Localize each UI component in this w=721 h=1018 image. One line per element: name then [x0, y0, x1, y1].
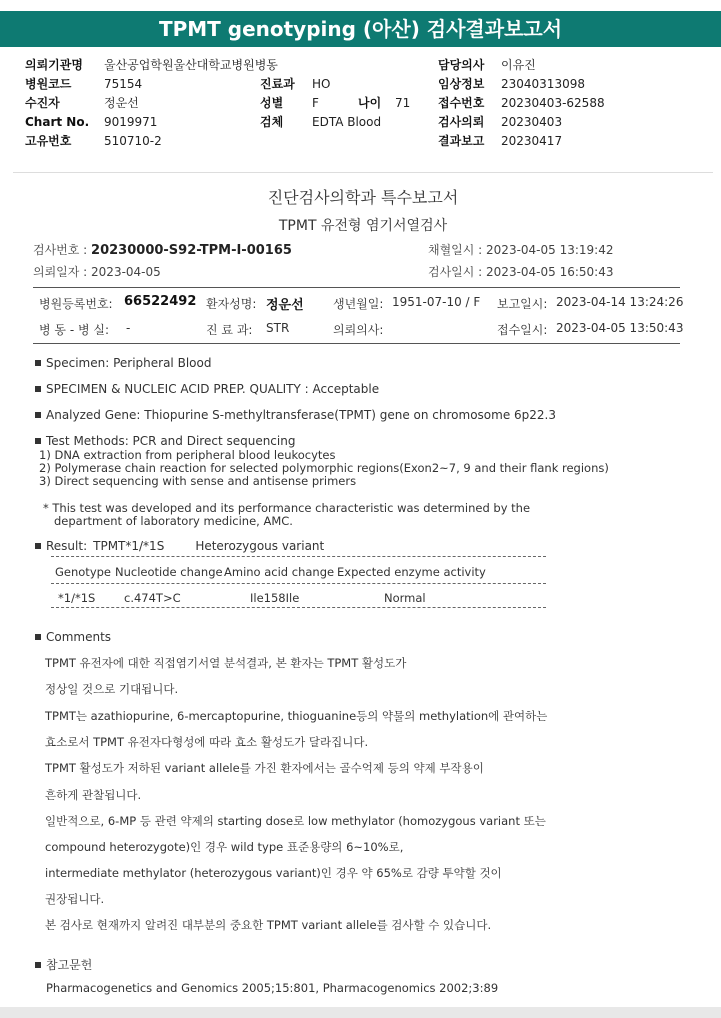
- reg-label: 병원등록번호:: [39, 297, 113, 311]
- dob-label: 생년월일:: [333, 297, 384, 311]
- bullet-square-icon: [35, 360, 41, 366]
- value-age: 71: [395, 96, 411, 110]
- label-specimen: 검체: [260, 115, 284, 129]
- table-cell-amino-acid: Ile158Ile: [250, 591, 300, 605]
- label-dept: 진료과: [260, 77, 295, 91]
- result-line: [35, 539, 324, 553]
- dept-value: STR: [266, 321, 290, 335]
- label-result-report: 결과보고: [438, 134, 485, 148]
- bullet-square-icon: [35, 634, 41, 640]
- value-sex: F: [312, 96, 319, 110]
- quality-line: [35, 382, 379, 396]
- report-date-value: 2023-04-14 13:24:26: [556, 295, 684, 309]
- comment-line: TPMT 활성도가 저하된 variant allele를 가진 환자에서는 골수억제 등의 약제 부작용이: [45, 761, 484, 775]
- specimen-line: [35, 356, 211, 370]
- value-specimen: EDTA Blood: [312, 115, 382, 129]
- header-col3: [438, 56, 605, 151]
- value-clinical-info: 23040313098: [501, 77, 585, 91]
- comment-line: intermediate methylator (heterozygous variant)인 경우 약 65%로 감량 투약할 것이: [45, 866, 502, 880]
- references-text: Pharmacogenetics and Genomics 2005;15:801, Pharmacogenomics 2002;3:89: [46, 981, 499, 995]
- bullet-square-icon: [35, 543, 41, 549]
- comment-line: compound heterozygote)인 경우 wild type 표준용량의 6~10%로,: [45, 840, 404, 854]
- comment-line: TPMT 유전자에 대한 직접염기서열 분석결과, 본 환자는 TPMT 활성도가: [45, 656, 407, 670]
- value-result-report: 20230417: [501, 134, 563, 148]
- table-divider: [51, 607, 546, 608]
- comments-heading: [35, 630, 111, 644]
- comment-line: TPMT는 azathiopurine, 6-mercaptopurine, thioguanine등의 약물의 methylation에 관여하는: [45, 709, 548, 723]
- special-report: [13, 172, 713, 1008]
- label-unique-no: 고유번호: [25, 134, 72, 148]
- patient-name-label: 환자성명:: [206, 297, 257, 311]
- report-date-label: 보고일시:: [497, 297, 548, 311]
- value-request: 20230403: [501, 115, 563, 129]
- report-title-1: 진단검사의학과 특수보고서: [267, 188, 459, 207]
- reg-value: 66522492: [124, 294, 197, 309]
- method-item: 1) DNA extraction from peripheral blood leukocytes: [39, 448, 336, 462]
- report-title-2: TPMT 유전형 염기서열검사: [278, 218, 448, 234]
- label-request: 검사의뢰: [438, 115, 485, 129]
- value-doctor: 이유진: [501, 58, 536, 72]
- comment-line: 권장됩니다.: [45, 892, 105, 906]
- value-institution: 울산공업학원울산대학교병원병동: [104, 58, 278, 72]
- patient-name-value: 정운선: [266, 298, 304, 313]
- methods-line: [35, 434, 295, 448]
- label-institution: 의뢰기관명: [25, 58, 83, 72]
- table-cell-nucleotide: c.474T>C: [124, 591, 181, 605]
- dept-label: 진 료 과:: [206, 323, 253, 337]
- comment-line: 본 검사로 현재까지 알려진 대부분의 중요한 TPMT variant allele를 검사할 수 있습니다.: [45, 918, 492, 932]
- ward-value: -: [126, 321, 131, 335]
- comment-line: 정상일 것으로 기대됩니다.: [45, 682, 179, 696]
- header-col1: [25, 56, 278, 151]
- bullet-square-icon: [35, 962, 41, 968]
- divider-bottom: [33, 343, 680, 344]
- references-heading: [35, 956, 92, 973]
- table-header-enzyme: Expected enzyme activity: [337, 565, 486, 579]
- req-doctor-label: 의뢰의사:: [333, 323, 384, 337]
- comment-line: 효소로서 TPMT 유전자다형성에 따라 효소 활성도가 달라집니다.: [45, 735, 369, 749]
- result-value: TPMT*1/*1S: [93, 539, 165, 553]
- note-line-1: * This test was developed and its performance characteristic was determined by the: [43, 501, 531, 515]
- method-item: 3) Direct sequencing with sense and antisense primers: [39, 474, 357, 488]
- result-label: Result:: [46, 539, 88, 553]
- label-clinical-info: 임상정보: [438, 77, 485, 91]
- label-age: 나이: [358, 96, 382, 110]
- ward-label: 병 동 - 병 실:: [39, 323, 109, 337]
- label-chart-no: Chart No.: [25, 115, 90, 129]
- label-patient: 수진자: [25, 96, 60, 110]
- table-divider: [51, 583, 546, 584]
- receipt-date-label: 접수일시:: [497, 323, 548, 337]
- label-sex: 성별: [260, 96, 284, 110]
- table-header-nucleotide: Nucleotide change: [115, 565, 223, 579]
- value-hospital-code: 75154: [104, 77, 143, 91]
- table-header-genotype: Genotype: [55, 565, 112, 579]
- report-title: TPMT genotyping (아산) 검사결과보고서: [0, 11, 721, 47]
- label-receipt-no: 접수번호: [438, 96, 485, 110]
- gene-text: Analyzed Gene: Thiopurine S-methyltransferase(TPMT) gene on chromosome 6p22.3: [46, 408, 556, 422]
- gene-line: [35, 408, 556, 422]
- comment-line: 흔하게 관찰됩니다.: [45, 788, 142, 802]
- exam-no-label: 검사번호 :: [33, 243, 92, 257]
- exam-number: [33, 241, 292, 258]
- table-divider: [51, 556, 546, 557]
- bullet-square-icon: [35, 412, 41, 418]
- value-receipt-no: 20230403-62588: [501, 96, 605, 110]
- methods-title: Test Methods: PCR and Direct sequencing: [46, 434, 296, 448]
- dob-value: 1951-07-10 / F: [392, 295, 481, 309]
- exam-no-value: 20230000-S92-TPM-I-00165: [91, 243, 292, 258]
- comments-title: Comments: [46, 630, 112, 644]
- header-col2: [260, 75, 410, 132]
- label-hospital-code: 병원코드: [25, 77, 72, 91]
- table-cell-genotype: *1/*1S: [58, 591, 96, 605]
- table-cell-enzyme: Normal: [384, 591, 426, 605]
- value-dept: HO: [312, 77, 331, 91]
- references-title: 참고문헌: [46, 958, 93, 972]
- divider-top: [33, 287, 680, 288]
- note-line-2: department of laboratory medicine, AMC.: [54, 514, 293, 528]
- collect-date: 채혈일시 : 2023-04-05 13:19:42: [428, 243, 614, 257]
- method-item: 2) Polymerase chain reaction for selected polymorphic regions(Exon2~7, 9 and their flank regions): [39, 461, 609, 475]
- test-date: 검사일시 : 2023-04-05 16:50:43: [428, 265, 614, 279]
- specimen-text: Specimen: Peripheral Blood: [46, 356, 212, 370]
- bullet-square-icon: [35, 438, 41, 444]
- comment-line: 일반적으로, 6-MP 등 관련 약제의 starting dose로 low methylator (homozygous variant 또는: [45, 814, 546, 828]
- receipt-date-value: 2023-04-05 13:50:43: [556, 321, 684, 335]
- result-type: Heterozygous variant: [195, 539, 325, 553]
- table-header-amino-acid: Amino acid change: [224, 565, 335, 579]
- quality-text: SPECIMEN & NUCLEIC ACID PREP. QUALITY : Acceptable: [46, 382, 380, 396]
- value-patient: 정운선: [104, 96, 139, 110]
- page-bottom-bar: [0, 1007, 721, 1018]
- value-chart-no: 9019971: [104, 115, 158, 129]
- value-unique-no: 510710-2: [104, 134, 162, 148]
- bullet-square-icon: [35, 386, 41, 392]
- request-date: 의뢰일자 : 2023-04-05: [33, 265, 161, 279]
- label-doctor: 담당의사: [438, 58, 485, 72]
